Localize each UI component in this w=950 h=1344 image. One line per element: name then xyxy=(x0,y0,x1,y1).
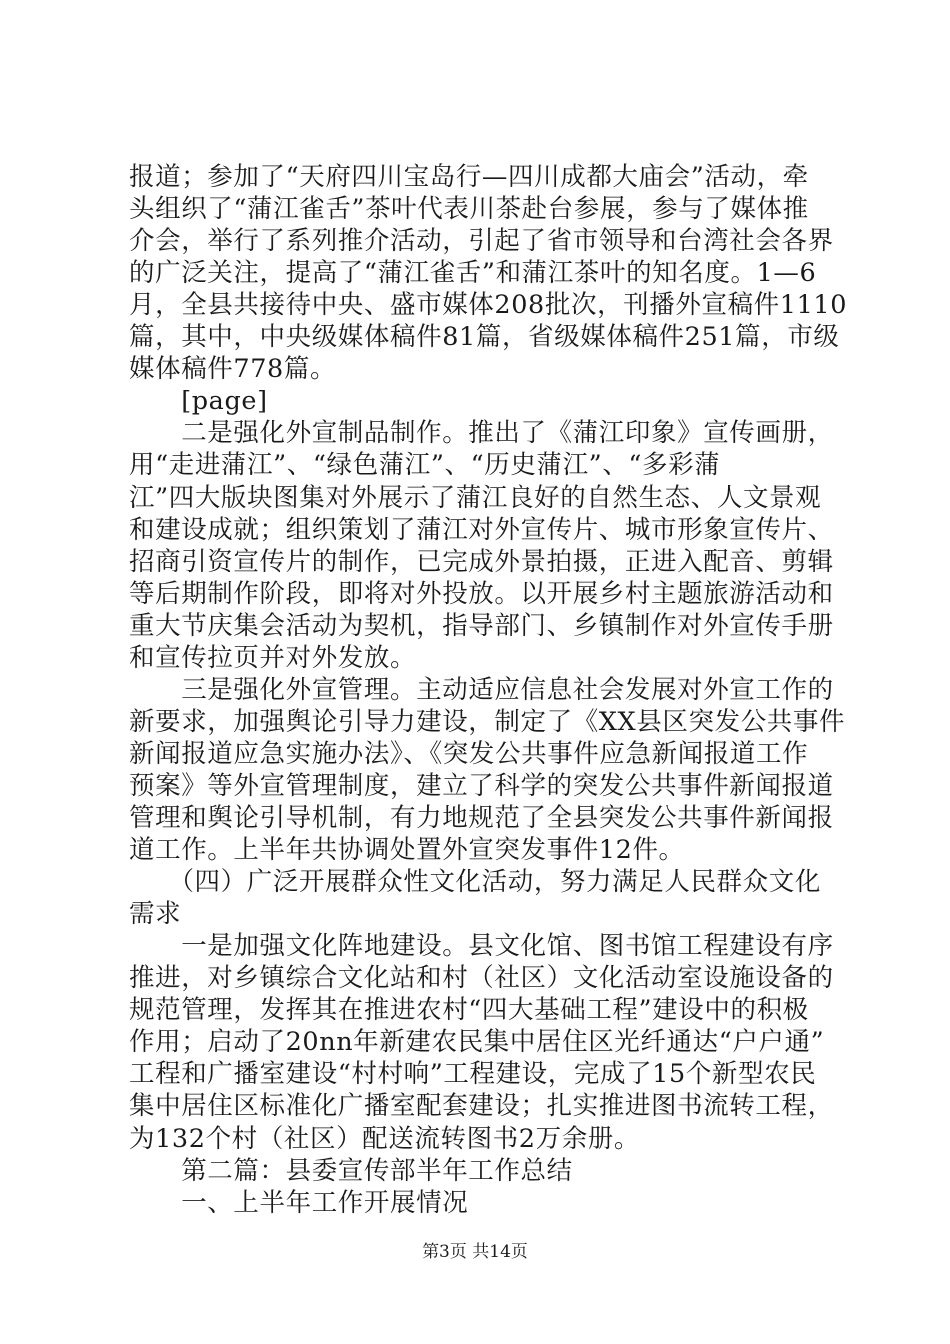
text-line: 用“走进蒲江”、“绿色蒲江”、“历史蒲江”、“多彩蒲 xyxy=(129,450,721,481)
text-line: 道工作。上半年共协调处置外宣突发事件12件。 xyxy=(129,835,685,866)
text-line: 管理和舆论引导机制，有力地规范了全县突发公共事件新闻报 xyxy=(129,803,834,833)
text-line: 和建设成就；组织策划了蒲江对外宣传片、城市形象宣传片、 xyxy=(129,514,834,545)
text-line: 江”四大版块图集对外展示了蒲江良好的自然生态、人文景观 xyxy=(129,482,822,513)
text-line: 工程和广播室建设“村村响”工程建设，完成了15个新型农民 xyxy=(129,1059,817,1090)
text-line: 头组织了“蒲江雀舌”茶叶代表川茶赴台参展，参与了媒体推 xyxy=(129,194,809,225)
text-line: 新要求，加强舆论引导力建设，制定了《XX县区突发公共事件 xyxy=(129,706,846,737)
text-line: 媒体稿件778篇。 xyxy=(129,354,337,385)
text-line: 的广泛关注，提高了“蒲江雀舌”和蒲江茶叶的知名度。1—6 xyxy=(129,258,817,289)
text-line: 集中居住区标准化广播室配套建设；扎实推进图书流转工程， xyxy=(129,1091,834,1122)
text-line: 三是强化外宣管理。主动适应信息社会发展对外宣工作的 xyxy=(129,674,834,705)
text-line: 等后期制作阶段，即将对外投放。以开展乡村主题旅游活动和 xyxy=(129,578,834,609)
text-line: 为132个村（社区）配送流转图书2万余册。 xyxy=(129,1123,640,1154)
text-line: 报道；参加了“天府四川宝岛行—四川成都大庙会”活动，牵 xyxy=(129,162,809,192)
text-line: 作用；启动了20nn年新建农民集中居住区光纤通达“户户通” xyxy=(129,1027,825,1058)
text-line: 预案》等外宣管理制度，建立了科学的突发公共事件新闻报道 xyxy=(129,770,834,801)
text-line: 需求 xyxy=(129,899,182,930)
text-line: 月，全县共接待中央、盛市媒体208批次，刊播外宣稿件1110 xyxy=(129,290,848,321)
text-line: 一是加强文化阵地建设。县文化馆、图书馆工程建设有序 xyxy=(129,931,834,962)
text-line: 重大节庆集会活动为契机，指导部门、乡镇制作对外宣传手册 xyxy=(129,610,834,641)
text-line: 招商引资宣传片的制作，已完成外景拍摄，正进入配音、剪辑 xyxy=(129,546,834,577)
text-line: 第二篇：县委宣传部半年工作总结 xyxy=(129,1155,573,1186)
page-footer: 第3页 共14页 xyxy=(422,1242,528,1262)
text-line: 介会，举行了系列推介活动，引起了省市领导和台湾社会各界 xyxy=(129,226,834,257)
text-line: 和宣传拉页并对外发放。 xyxy=(129,642,417,673)
text-line: 新闻报道应急实施办法》、《突发公共事件应急新闻报道工作 xyxy=(129,738,809,769)
text-line: 篇，其中，中央级媒体稿件81篇，省级媒体稿件251篇，市级 xyxy=(129,322,840,353)
text-line: 一、上半年工作开展情况 xyxy=(129,1187,469,1218)
text-line: 推进，对乡镇综合文化站和村（社区）文化活动室设施设备的 xyxy=(129,963,834,994)
text-line: [page] xyxy=(129,386,268,417)
text-line: 规范管理，发挥其在推进农村“四大基础工程”建设中的积极 xyxy=(129,995,809,1026)
text-line: 二是强化外宣制品制作。推出了《蒲江印象》宣传画册， xyxy=(129,418,834,449)
text-line: （四）广泛开展群众性文化活动，努力满足人民群众文化 xyxy=(129,867,821,898)
